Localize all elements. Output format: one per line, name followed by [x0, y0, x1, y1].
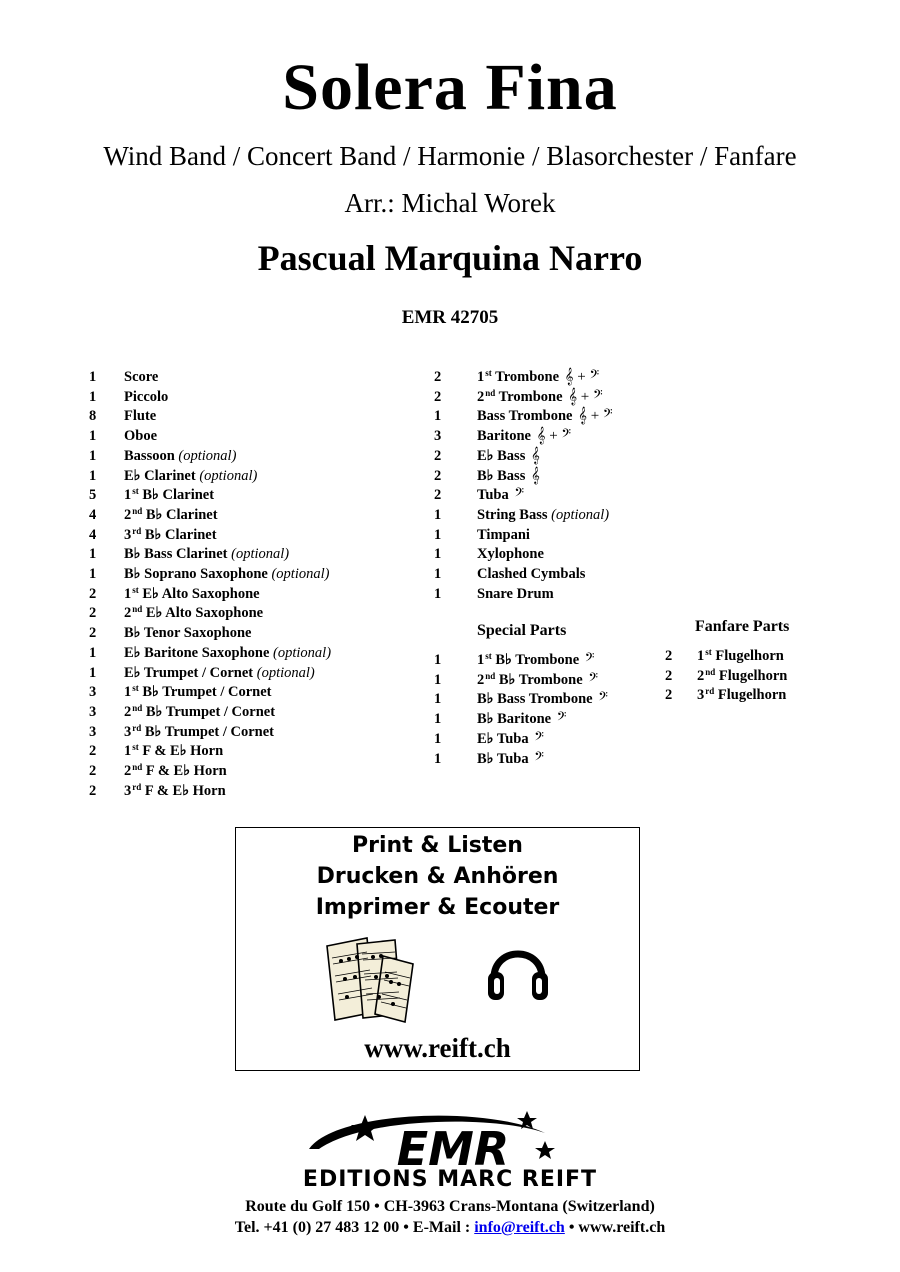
part-name	[124, 368, 158, 387]
part-row	[89, 486, 389, 505]
part-row	[434, 427, 734, 446]
part-row	[89, 782, 389, 801]
part-name	[124, 486, 214, 505]
part-name	[477, 506, 609, 525]
part-name	[477, 545, 544, 564]
print-listen-line-fr: Imprimer & Ecouter	[315, 895, 560, 920]
part-label: E♭ Bass	[477, 447, 526, 464]
part-label: Bassoon	[124, 447, 175, 464]
print-listen-box	[235, 827, 640, 1071]
part-label: B♭ Trumpet / Cornet	[142, 684, 272, 701]
part-name	[477, 388, 603, 407]
part-label: E♭ Alto Saxophone	[142, 585, 260, 602]
part-quantity: 3	[434, 428, 442, 445]
part-quantity: 4	[89, 506, 97, 523]
part-row	[89, 683, 389, 702]
part-row	[665, 667, 900, 686]
part-label: E♭ Alto Saxophone	[145, 605, 264, 622]
part-row	[434, 486, 734, 505]
part-quantity: 1	[434, 585, 442, 602]
contact-email-link[interactable]: info@reift.ch	[474, 1219, 565, 1236]
part-quantity: 1	[434, 652, 442, 668]
part-label: B♭ Tenor Saxophone	[124, 625, 252, 642]
part-label: E♭ Tuba	[477, 730, 529, 747]
part-label: Snare Drum	[477, 585, 554, 602]
part-quantity: 2	[434, 487, 442, 504]
part-quantity: 1	[434, 566, 442, 582]
part-quantity: 2	[434, 447, 442, 464]
part-name	[124, 585, 260, 604]
part-quantity: 1	[89, 369, 97, 385]
part-label: Bass Trombone	[477, 408, 573, 425]
part-label: Baritone	[477, 428, 531, 445]
part-note: (optional)	[178, 447, 237, 464]
part-name	[124, 683, 272, 702]
part-ordinal-suffix: nd	[705, 666, 716, 677]
part-ordinal: 3	[124, 526, 132, 543]
part-name	[124, 427, 157, 446]
fanfare-parts-heading: Fanfare Parts	[695, 618, 790, 635]
catalog-number: EMR 42705	[401, 307, 499, 328]
part-label: Timpani	[477, 526, 530, 543]
part-name	[477, 585, 554, 604]
part-quantity: 8	[89, 408, 97, 425]
part-quantity: 3	[89, 703, 97, 720]
part-ordinal-suffix: rd	[132, 722, 142, 733]
part-row	[89, 624, 389, 643]
part-label: Trombone	[495, 369, 560, 385]
part-label: Flute	[124, 408, 157, 425]
part-row	[434, 467, 734, 486]
part-ordinal-suffix: rd	[705, 686, 715, 697]
part-row	[434, 506, 734, 525]
part-label: String Bass	[477, 506, 548, 523]
part-quantity: 1	[434, 691, 442, 708]
part-ordinal-suffix: st	[132, 486, 139, 497]
part-ordinal: 2	[477, 388, 485, 405]
clef-icon: 𝄢	[556, 711, 567, 728]
part-ordinal-suffix: st	[485, 368, 492, 378]
part-ordinal-suffix: rd	[132, 525, 142, 536]
part-quantity: 2	[89, 585, 97, 602]
part-row	[89, 447, 389, 466]
clef-icon: 𝄢	[534, 730, 544, 747]
part-row	[665, 686, 900, 705]
print-listen-line-de: Drucken & Anhören	[316, 864, 559, 889]
part-ordinal: 2	[124, 605, 132, 622]
composer-name: Pascual Marquina Narro	[257, 238, 643, 278]
part-quantity: 1	[434, 408, 442, 425]
contact-website: • www.reift.ch	[564, 1219, 666, 1236]
print-listen-line-en: Print & Listen	[352, 833, 523, 858]
part-name	[477, 690, 608, 709]
part-label: Flugelhorn	[715, 648, 784, 664]
part-row	[434, 526, 734, 545]
part-name	[697, 647, 784, 666]
contact-phone: Tel. +41 (0) 27 483 12 00 • E-Mail :	[234, 1219, 475, 1236]
part-name	[477, 467, 540, 486]
part-quantity: 2	[89, 782, 97, 799]
part-ordinal: 2	[697, 667, 705, 684]
part-label: B♭ Clarinet	[142, 487, 215, 504]
part-ordinal: 3	[124, 723, 132, 740]
part-label: B♭ Bass	[477, 467, 526, 484]
part-quantity: 1	[434, 526, 442, 543]
part-ordinal: 1	[477, 652, 485, 668]
part-ordinal-suffix: st	[132, 742, 139, 753]
part-note: (optional)	[231, 546, 290, 563]
part-row	[89, 723, 389, 742]
part-ordinal: 1	[124, 743, 132, 760]
part-ordinal: 1	[124, 487, 132, 504]
clef-icon: 𝄢	[584, 652, 595, 668]
part-quantity: 1	[434, 730, 442, 747]
part-label: B♭ Bass Clarinet	[124, 546, 228, 563]
part-name	[477, 407, 613, 426]
part-quantity: 1	[434, 506, 442, 523]
part-quantity: 3	[89, 723, 97, 740]
part-row	[665, 647, 900, 666]
part-ordinal: 3	[697, 687, 705, 704]
clef-icon: 𝄞 + 𝄢	[564, 369, 600, 385]
part-ordinal: 1	[697, 648, 705, 664]
part-label: Flugelhorn	[718, 667, 788, 684]
part-ordinal-suffix: nd	[485, 670, 496, 681]
part-label: E♭ Baritone Saxophone	[124, 644, 270, 661]
clef-icon: 𝄢	[534, 750, 544, 767]
part-ordinal: 2	[124, 703, 132, 720]
part-quantity: 2	[434, 369, 442, 385]
part-quantity: 1	[89, 467, 97, 484]
clef-icon: 𝄞	[530, 467, 540, 484]
part-row	[89, 565, 389, 584]
part-name	[477, 427, 571, 446]
page-title: Solera Fina	[282, 51, 618, 124]
part-label: B♭ Trombone	[495, 652, 580, 668]
part-name	[477, 486, 524, 505]
part-name	[477, 750, 544, 769]
part-row	[434, 565, 734, 584]
part-label: B♭ Trumpet / Cornet	[145, 703, 276, 720]
part-row	[89, 407, 389, 426]
part-quantity: 2	[89, 743, 97, 760]
part-note: (optional)	[256, 664, 315, 681]
part-label: Trombone	[498, 388, 563, 405]
part-quantity: 1	[434, 750, 442, 767]
part-row	[89, 585, 389, 604]
part-name	[124, 624, 251, 643]
part-quantity: 4	[89, 526, 97, 543]
part-name	[124, 526, 217, 545]
publisher-contact	[0, 1218, 900, 1238]
part-name	[124, 447, 236, 466]
part-label: B♭ Trumpet / Cornet	[144, 723, 275, 740]
part-ordinal-suffix: nd	[485, 387, 496, 398]
part-ordinal-suffix: st	[132, 584, 139, 595]
part-ordinal: 1	[477, 369, 485, 385]
part-label: Score	[124, 369, 159, 385]
part-ordinal: 1	[124, 684, 132, 701]
part-ordinal-suffix: nd	[132, 604, 143, 615]
part-ordinal-suffix: st	[705, 647, 712, 657]
part-note: (optional)	[273, 644, 332, 661]
part-ordinal-suffix: nd	[132, 702, 143, 713]
logo-emr-text: EMR	[396, 1122, 510, 1173]
part-name	[477, 710, 566, 729]
part-row	[89, 644, 389, 663]
part-label: B♭ Bass Trombone	[477, 691, 593, 708]
part-name	[124, 762, 227, 781]
part-row	[89, 664, 389, 683]
special-parts-heading: Special Parts	[477, 622, 567, 639]
part-row	[89, 526, 389, 545]
part-ordinal: 1	[124, 585, 132, 602]
part-name	[124, 604, 263, 623]
part-row	[434, 730, 734, 749]
part-label: Piccolo	[124, 388, 169, 405]
part-quantity: 1	[434, 546, 442, 563]
part-note: (optional)	[271, 566, 330, 582]
part-name	[697, 667, 787, 686]
part-row	[434, 368, 734, 387]
part-label: Oboe	[124, 428, 158, 445]
part-name	[124, 467, 257, 486]
part-name	[477, 651, 594, 670]
part-name	[124, 742, 223, 761]
part-row	[434, 545, 734, 564]
part-label: B♭ Tuba	[477, 750, 529, 767]
part-quantity: 1	[89, 644, 97, 661]
part-quantity: 1	[434, 711, 442, 728]
part-ordinal: 3	[124, 782, 132, 799]
part-row	[89, 604, 389, 623]
sheet-music-icon	[321, 934, 421, 1026]
headphones-icon	[486, 936, 550, 1006]
part-name	[124, 664, 315, 683]
publisher-address: Route du Golf 150 • CH-3963 Crans-Montana (Switzerland)	[245, 1198, 655, 1215]
publisher-name: EDITIONS MARC REIFT	[302, 1167, 598, 1192]
part-quantity: 2	[434, 388, 442, 405]
clef-icon: 𝄞 + 𝄢	[568, 388, 603, 405]
part-quantity: 1	[89, 546, 97, 563]
part-row	[89, 703, 389, 722]
part-row	[434, 585, 734, 604]
clef-icon: 𝄞 + 𝄢	[578, 408, 613, 425]
part-row	[89, 368, 389, 387]
arranger-credit: Arr.: Michal Worek	[344, 188, 556, 218]
part-row	[434, 750, 734, 769]
part-quantity: 2	[665, 648, 673, 664]
part-note: (optional)	[199, 467, 258, 484]
part-quantity: 2	[89, 763, 97, 779]
part-name	[697, 686, 786, 705]
part-ordinal-suffix: st	[132, 683, 139, 694]
part-label: F & E♭ Horn	[145, 763, 227, 779]
part-ordinal-suffix: nd	[132, 505, 143, 516]
part-row	[89, 762, 389, 781]
part-name	[124, 506, 218, 525]
part-label: B♭ Baritone	[477, 711, 552, 728]
part-row	[434, 710, 734, 729]
part-quantity: 5	[89, 487, 97, 504]
part-quantity: 1	[89, 388, 97, 405]
print-listen-url[interactable]: www.reift.ch	[364, 1033, 511, 1063]
part-ordinal: 2	[477, 671, 485, 688]
part-name	[477, 730, 544, 749]
part-row	[89, 545, 389, 564]
emr-logo	[305, 1103, 560, 1173]
part-row	[434, 407, 734, 426]
clef-icon: 𝄢	[588, 671, 598, 688]
part-quantity: 1	[89, 566, 97, 582]
clef-icon: 𝄢	[514, 487, 524, 504]
part-ordinal-suffix: st	[485, 651, 492, 661]
part-ordinal-suffix: rd	[132, 781, 142, 792]
part-row	[434, 388, 734, 407]
part-label: E♭ Clarinet	[124, 467, 196, 484]
part-note: (optional)	[551, 506, 610, 523]
part-row	[89, 427, 389, 446]
clef-icon: 𝄢	[598, 691, 608, 708]
part-label: B♭ Trombone	[498, 671, 583, 688]
part-ordinal: 2	[124, 506, 132, 523]
part-name	[477, 671, 598, 690]
part-label: B♭ Clarinet	[144, 526, 217, 543]
part-name	[124, 644, 331, 663]
part-name	[124, 565, 329, 584]
part-name	[124, 723, 274, 742]
part-quantity: 1	[434, 671, 442, 688]
part-label: Tuba	[477, 487, 509, 504]
part-name	[477, 368, 599, 387]
part-label: Clashed Cymbals	[477, 566, 586, 582]
part-label: E♭ Trumpet / Cornet	[124, 664, 254, 681]
part-quantity: 2	[89, 605, 97, 622]
part-quantity: 2	[434, 467, 442, 484]
part-quantity: 3	[89, 684, 97, 701]
part-label: Xylophone	[477, 546, 544, 563]
part-label: B♭ Soprano Saxophone	[124, 566, 268, 582]
part-quantity: 2	[89, 625, 97, 642]
part-row	[89, 388, 389, 407]
clef-icon: 𝄞 + 𝄢	[536, 428, 572, 445]
part-row	[434, 447, 734, 466]
part-quantity: 1	[89, 428, 97, 445]
part-quantity: 1	[89, 664, 97, 681]
part-name	[124, 782, 226, 801]
part-name	[124, 388, 168, 407]
part-name	[477, 565, 585, 584]
instrumentation-subtitle: Wind Band / Concert Band / Harmonie / Blasorchester / Fanfare	[103, 141, 797, 171]
part-quantity: 2	[665, 667, 673, 684]
part-label: F & E♭ Horn	[142, 743, 224, 760]
part-quantity: 2	[665, 687, 673, 704]
part-quantity: 1	[89, 447, 97, 464]
clef-icon: 𝄞	[530, 447, 540, 464]
part-name	[124, 545, 289, 564]
part-label: F & E♭ Horn	[144, 782, 226, 799]
part-row	[89, 506, 389, 525]
part-ordinal: 2	[124, 763, 132, 779]
part-ordinal-suffix: nd	[132, 762, 143, 772]
part-name	[124, 703, 275, 722]
part-row	[89, 742, 389, 761]
part-label: B♭ Clarinet	[145, 506, 218, 523]
part-label: Flugelhorn	[717, 687, 787, 704]
part-name	[477, 447, 540, 466]
part-row	[89, 467, 389, 486]
part-name	[124, 407, 156, 426]
part-name	[477, 526, 530, 545]
